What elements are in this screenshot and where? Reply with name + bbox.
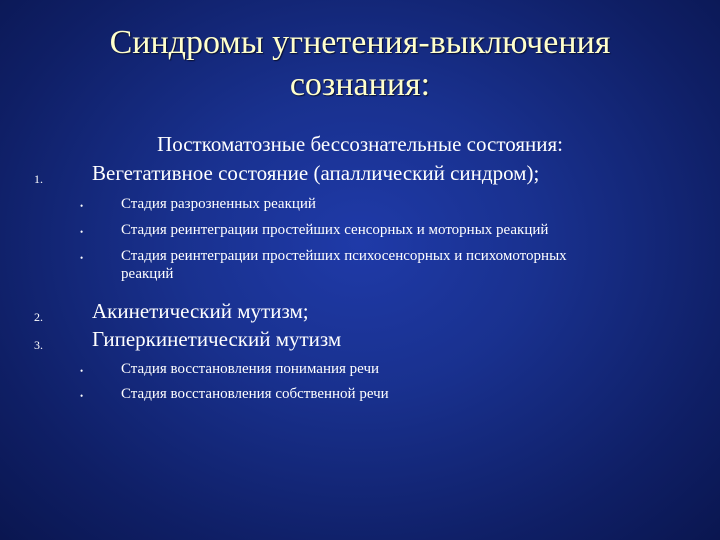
title-line-1: Синдромы угнетения-выключения [109, 24, 611, 61]
slide-title [40, 22, 680, 106]
item-2-number: 2. [34, 310, 43, 324]
bullet-icon: • [80, 253, 84, 263]
item-3-number: 3. [34, 338, 43, 352]
subtitle: Посткоматозные бессознательные состояния: [157, 132, 563, 156]
item-1-bullet-3: Стадия реинтеграции простейших психосенсорных и психомоторных реакций [121, 248, 567, 282]
title-line-2: сознания: [289, 66, 431, 103]
item-3-bullet-2: Стадия восстановления собственной речи [121, 386, 389, 402]
bullet-icon: • [80, 227, 84, 237]
bullet-icon: • [80, 366, 84, 376]
item-1-bullet-1: Стадия разрозненных реакций [121, 196, 316, 212]
item-1-text: Вегетативное состояние (апаллический синдром); [92, 161, 540, 185]
bullet-icon: • [80, 391, 84, 401]
item-3-bullet-1: Стадия восстановления понимания речи [121, 361, 380, 377]
item-1-number: 1. [34, 172, 43, 186]
bullet-icon: • [80, 201, 84, 211]
item-1-bullet-2: Стадия реинтеграции простейших сенсорных и моторных реакций [121, 222, 549, 238]
item-2-text: Акинетический мутизм; [92, 299, 309, 323]
item-3-text: Гиперкинетический мутизм [92, 327, 342, 351]
